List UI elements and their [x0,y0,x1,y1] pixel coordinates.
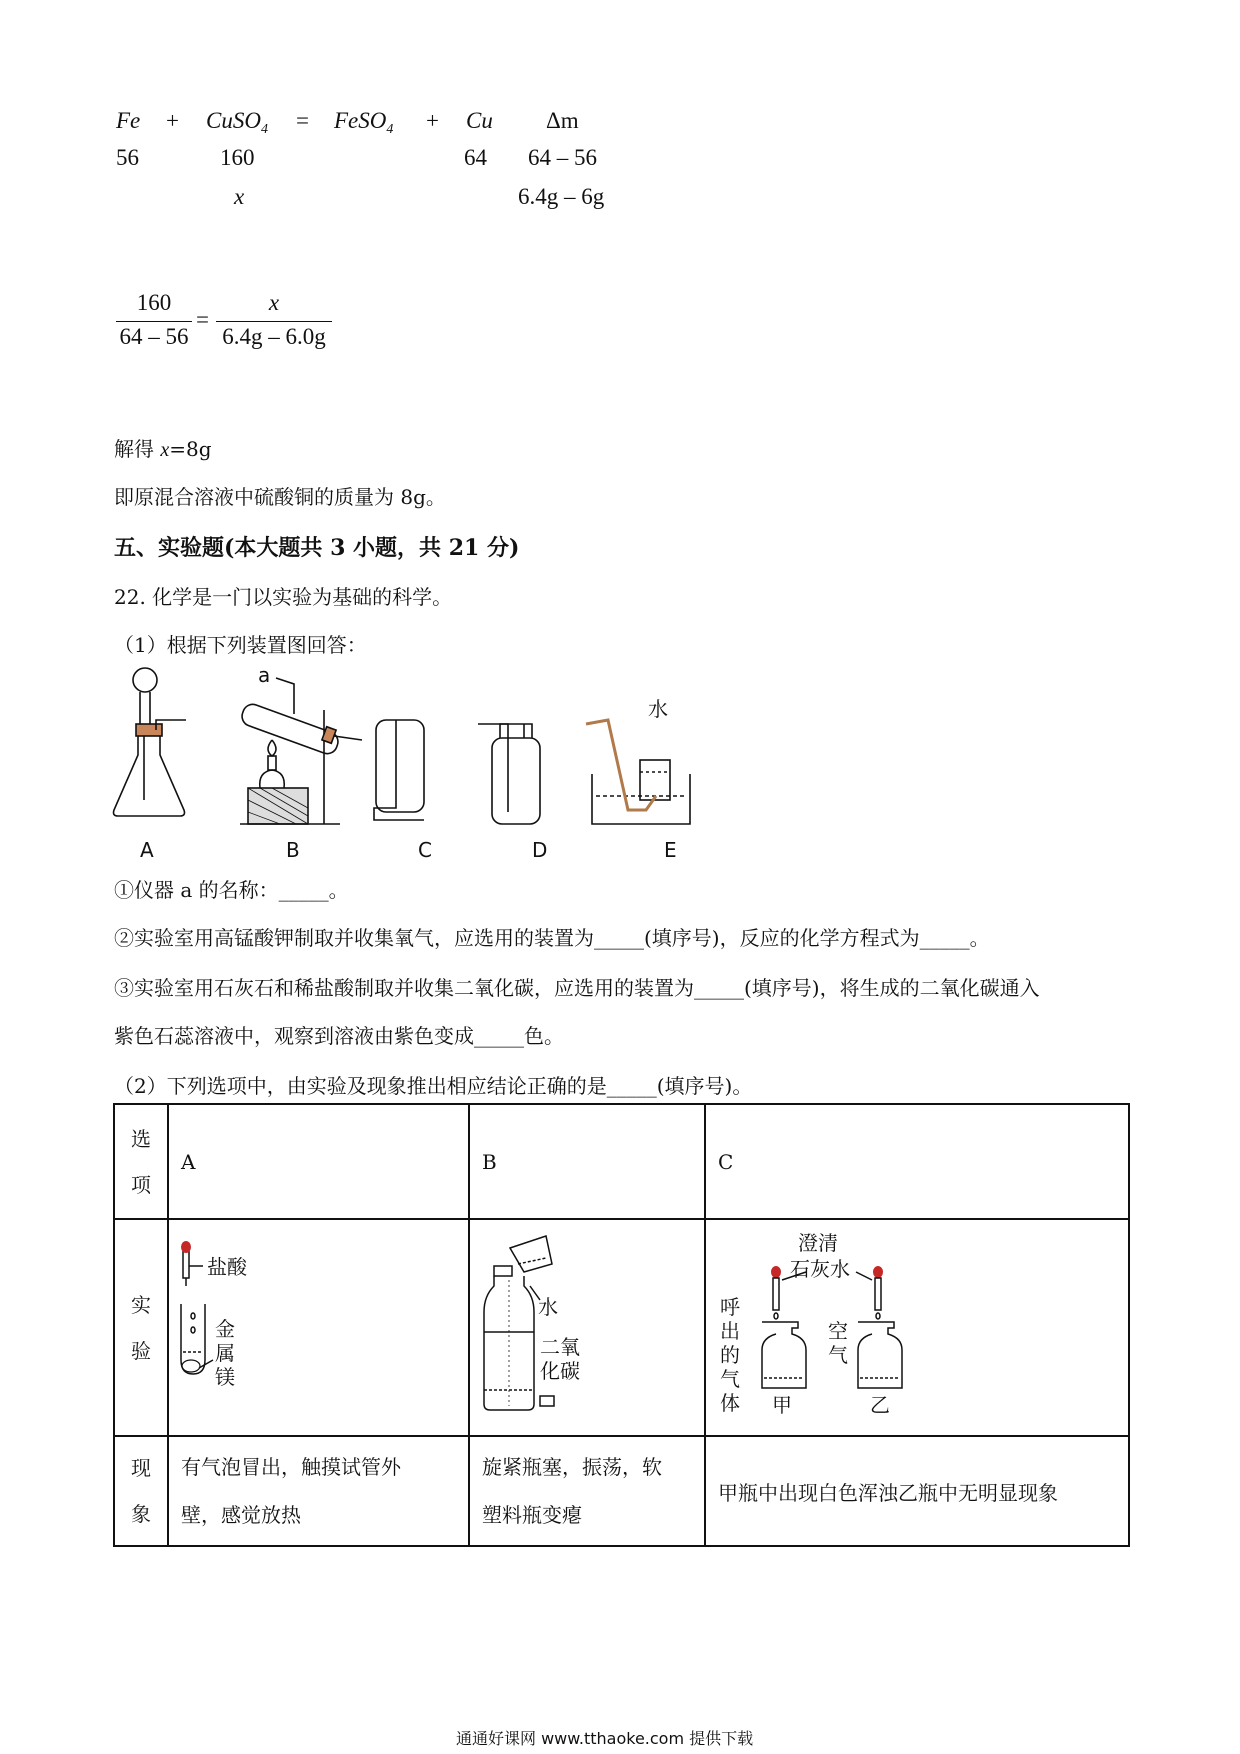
experiment-a-figure [169,1220,459,1430]
eq-56: 56 [116,145,139,170]
apparatus-e-trough [586,697,690,824]
frac-left-den: 64 – 56 [119,324,189,349]
options-table [113,1103,1130,1547]
sub-question-2: ②实验室用高锰酸钾制取并收集氧气，应选用的装置为_____(填序号)，反应的化学方程式为_____。 [114,926,990,950]
question-stem: 22. 化学是一门以实验为基础的科学。 [114,585,453,609]
row-header-char: 项 [131,1172,151,1197]
label-a: a [258,663,271,687]
eq-x: x [234,184,245,209]
label-air-2: 气 [828,1343,848,1367]
solution-line-1 [114,433,212,462]
row-header-experiment [114,1219,168,1436]
label-limewater-2: 石灰水 [790,1257,850,1281]
label-co2-1: 二氧 [540,1335,580,1359]
question-part1: （1）根据下列装置图回答： [114,633,367,657]
label-jia: 甲 [772,1393,792,1417]
row-header-options [114,1104,168,1219]
sub-question-3-line-2: 紫色石蕊溶液中，观察到溶液由紫色变成_____色。 [114,1024,564,1048]
row-header-char: 象 [131,1502,151,1526]
experiment-c-figure [706,1220,1126,1430]
eq-plus-2: + [426,108,439,133]
sub-question-3-line-1: ③实验室用石灰石和稀盐酸制取并收集二氧化碳，应选用的装置为_____(填序号)，将生成的二氧化碳通入 [114,976,1040,1000]
frac-right-num: x [268,290,280,315]
frac-right-bar [216,321,332,322]
label-exhaled-3: 的 [720,1343,740,1367]
label-yi: 乙 [870,1393,890,1417]
eq-cuso4: CuSO$_4$ [206,108,268,137]
table-row-experiment [114,1219,1129,1436]
label-exhaled-2: 出 [720,1319,740,1343]
label-hcl: 盐酸 [207,1255,247,1279]
label-exhaled-4: 气 [720,1367,740,1391]
apparatus-b-heating [239,663,362,824]
section-heading: 五、实验题(本大题共 3 小题，共 21 分) [114,535,520,561]
eq-64: 64 [464,145,487,170]
frac-left-num: 160 [136,290,172,315]
phenomenon-b-line-1: 旋紧瓶塞，振荡，软 [482,1455,662,1479]
label-air-1: 空 [828,1319,848,1343]
phenomenon-c-cell: 甲瓶中出现白色浑浊乙瓶中无明显现象 [705,1436,1129,1546]
eq-delta-m: Δm [546,108,579,133]
phenomenon-b-cell [469,1436,705,1546]
phenomenon-a-cell [168,1436,469,1546]
eq-fe: Fe [116,108,141,133]
apparatus-figure [100,660,800,860]
label-metal-3: 镁 [215,1365,235,1389]
experiment-b-figure [470,1220,700,1430]
option-c-cell: C [705,1104,1129,1219]
frac-left-bar [116,321,192,322]
label-limewater-1: 澄清 [798,1231,838,1255]
apparatus-c-bottle [374,720,424,820]
phenomenon-a-line-2: 壁，感觉放热 [181,1503,301,1527]
row-header-char: 实 [131,1292,151,1317]
experiment-c-cell [705,1219,1129,1436]
row-header-char: 现 [131,1456,151,1480]
frac-right-den: 6.4g – 6.0g [222,324,326,349]
solution-line-2: 即原混合溶液中硫酸铜的质量为 8g。 [114,485,446,509]
label-D: D [532,838,548,860]
label-water: 水 [648,697,668,721]
eq-160: 160 [220,145,255,170]
label-A: A [140,838,154,860]
row-header-phenomenon [114,1436,168,1546]
table-row-phenomenon [114,1436,1129,1546]
table-row-options [114,1104,1129,1219]
row-header-char: 选 [131,1126,151,1151]
label-E: E [664,838,677,860]
apparatus-d-bottle [478,724,540,824]
eq-diff: 64 – 56 [528,145,597,170]
frac-equals: = [196,307,209,332]
label-exhaled-5: 体 [720,1391,740,1415]
solution-prefix: 解得 [114,437,161,461]
question-part2: （2）下列选项中，由实验及现象推出相应结论正确的是_____(填序号)。 [114,1074,753,1098]
label-metal-1: 金 [215,1317,235,1341]
sub-question-1: ①仪器 a 的名称：_____。 [114,878,349,902]
label-water-b: 水 [538,1295,558,1319]
solution-var: x [160,439,170,461]
eq-equals: = [296,108,309,133]
row-header-char: 验 [131,1338,151,1363]
eq-plus-1: + [166,108,179,133]
label-B: B [286,838,300,860]
eq-cu: Cu [466,108,493,133]
eq-feso4: FeSO$_4$ [334,108,394,137]
page-footer: 通通好课网 www.tthaoke.com 提供下载 [456,1729,754,1748]
option-b-cell: B [469,1104,705,1219]
experiment-b-cell [469,1219,705,1436]
phenomenon-a-line-1: 有气泡冒出，触摸试管外 [181,1455,401,1479]
solution-suffix: =8g [169,437,212,461]
experiment-a-cell [168,1219,469,1436]
phenomenon-b-line-2: 塑料瓶变瘪 [482,1503,582,1527]
label-metal-2: 属 [215,1341,235,1365]
eq-mass-diff: 6.4g – 6g [518,184,605,209]
option-a-cell: A [168,1104,469,1219]
label-exhaled-1: 呼 [720,1295,740,1319]
apparatus-a-flask [114,668,187,816]
label-co2-2: 化碳 [540,1359,580,1383]
label-C: C [418,838,432,860]
